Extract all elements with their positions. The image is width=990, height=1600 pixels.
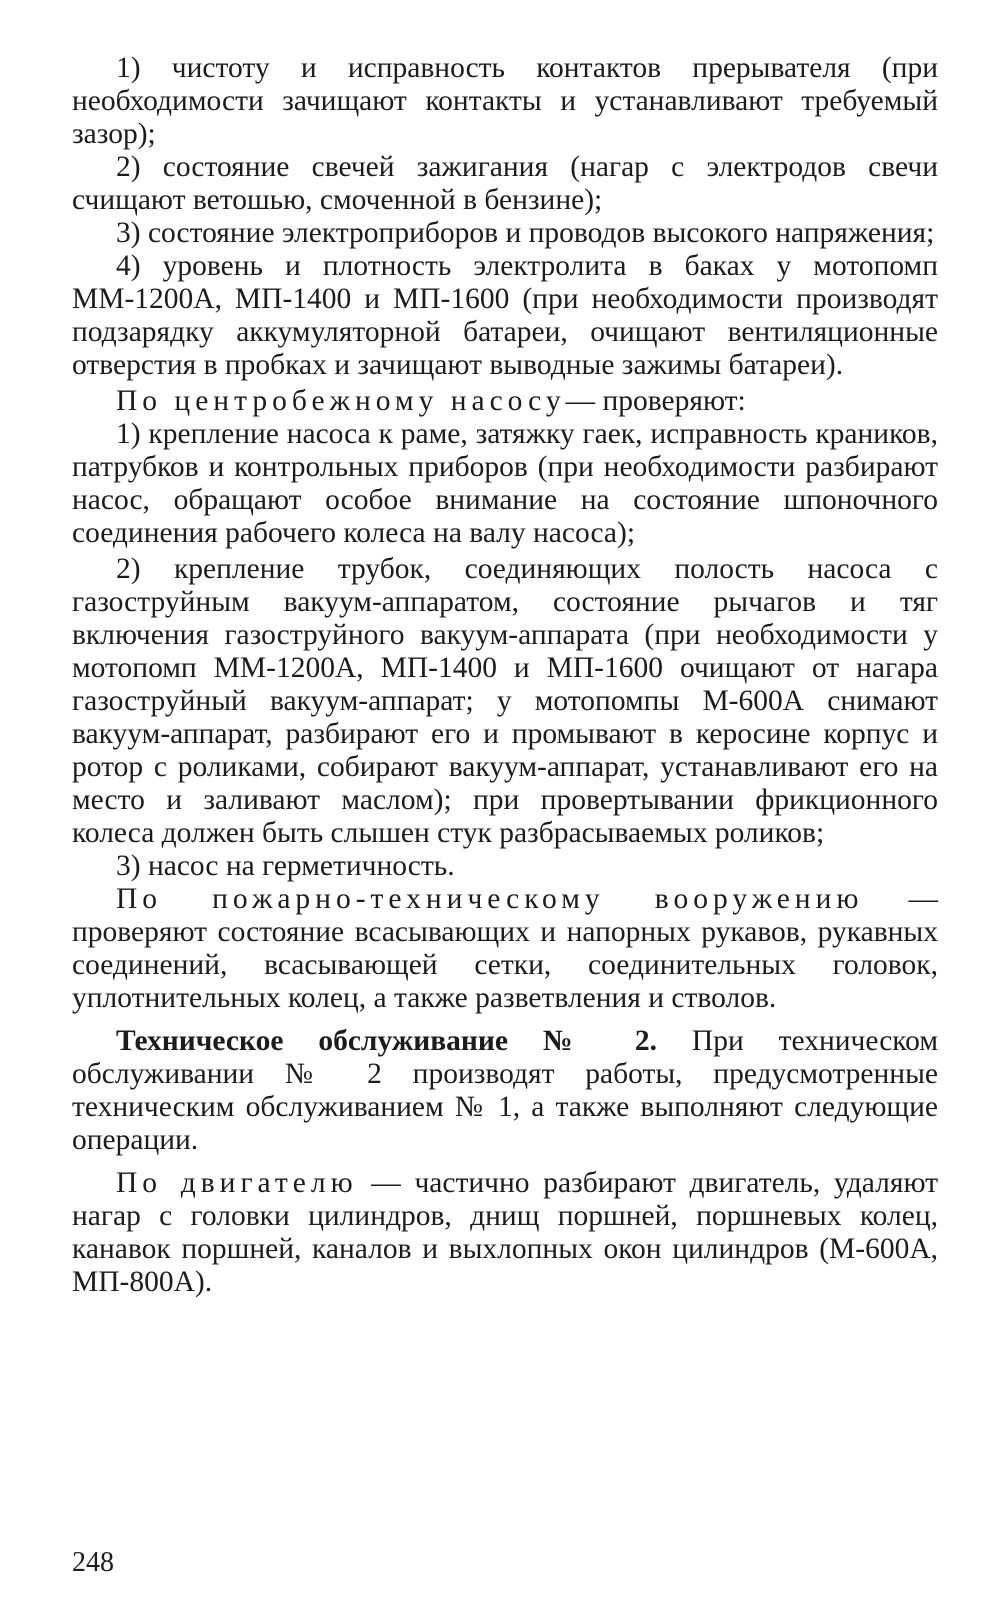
paragraph-maintenance-2-rest: При техническом обслуживании № 2 производят работы, предусмотренные техническим обслуживанием № 1, а также выполняют следующие операции. — [72, 1025, 938, 1156]
paragraph-vacuum-apparatus: 2) крепление трубок, соединяющих полость насоса с газоструйным вакуум-аппаратом, состояние рычагов и тяг включения газоструйного вакуум-аппарата (при необходимости у мотопомп ММ-1200А, МП-1400 и МП-1600 очищают от нагара газоструйный вакуум-аппарат; у мотопомпы М-600А снимают вакуум-аппарат, разбирают его и промывают в керосине корпус и ротор с роликами, собирают вакуум-аппарат, устанавливают его на место и заливают маслом); при провертывании фрикционного колеса должен быть слышен стук разбрасываемых роликов; — [72, 553, 938, 849]
page-number: 248 — [72, 1547, 114, 1578]
paragraph-pump-tightness: 3) насос на герметичность. — [116, 850, 455, 882]
paragraph-electrical: 3) состояние электроприборов и проводов высокого напряжения; — [116, 217, 935, 249]
paragraph-contacts: 1) чистоту и исправность контактов прерывателя (при необходимости зачищают контакты и устанавливают требуемый зазор); — [72, 52, 938, 150]
paragraph-equipment — [72, 883, 938, 1015]
paragraph-equipment-rest: — проверяют состояние всасывающих и напорных рукавов, рукавных соединений, всасывающей сетки, соединительных головок, уплотнительных колец, а также разветвления и стволов. — [72, 883, 938, 1014]
paragraph-spark-plugs: 2) состояние свечей зажигания (нагар с электродов свечи счищают ветошью, смоченной в бензине); — [72, 151, 938, 216]
paragraph-electrolyte: 4) уровень и плотность электролита в баках у мотопомп ММ-1200А, МП-1400 и МП-1600 (при необходимости производят подзарядку аккумуляторной батареи, очищают вентиляционные отверстия в пробках и зачищают выводные зажимы батареи). — [72, 250, 938, 381]
paragraph-pump-mounting: 1) крепление насоса к раме, затяжку гаек, исправность краников, патрубков и контрольных приборов (при необходимости разбирают насос, обращают особое внимание на состояние шпоночного соединения рабочего колеса на валу насоса); — [72, 418, 938, 549]
paragraph-maintenance-2 — [72, 1025, 938, 1157]
paragraph-engine — [72, 1167, 938, 1299]
section-heading-equipment: По пожарно-техническому вооружению — [116, 883, 864, 915]
section-heading-maintenance-2: Техническое обслуживание № 2. — [116, 1025, 658, 1057]
section-heading-engine: По двигателю — [116, 1167, 358, 1199]
paragraph-engine-rest: — частично разбирают двигатель, удаляют нагар с головки цилиндров, днищ поршней, поршневых колец, канавок поршней, каналов и выхлопных окон цилиндров (М-600А, МП-800А). — [72, 1167, 938, 1298]
section-heading-pump-rest: — проверяют: — [565, 385, 746, 417]
paragraph-pump-heading — [72, 385, 938, 418]
page-body — [72, 52, 938, 1299]
section-heading-pump: По центробежному насосу — [116, 385, 566, 417]
